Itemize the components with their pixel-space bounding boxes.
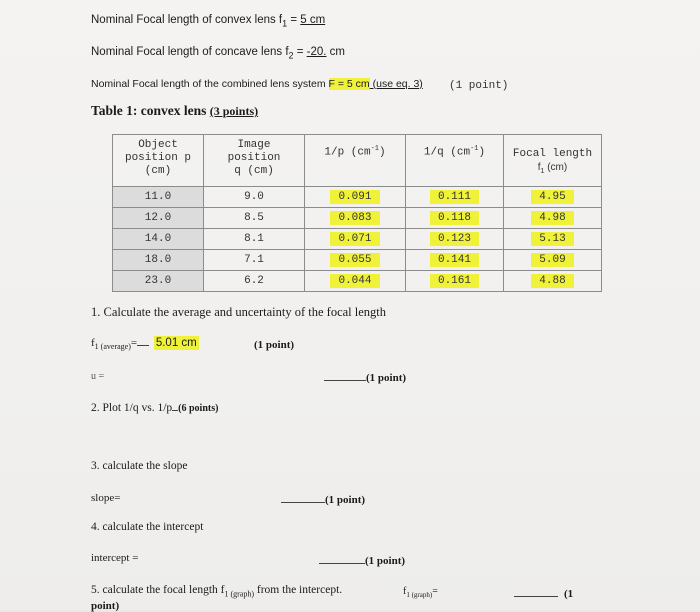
q5-text-b: from the intercept. <box>254 584 343 596</box>
q3-slope-blank <box>281 502 325 503</box>
convex-label: Nominal Focal length of convex lens f <box>91 14 283 26</box>
header-focal-2: f <box>537 162 541 173</box>
header-image-1: Image <box>237 139 271 151</box>
header-inv-q-exp: -1 <box>470 145 479 153</box>
table-row <box>113 229 602 250</box>
cell-focal <box>504 208 602 229</box>
q1-f-value: 5.01 cm <box>155 337 197 349</box>
q5-points-a: (1 <box>564 588 574 600</box>
q4-intercept-line <box>319 555 405 567</box>
q5-sub-a: 1 (graph) <box>224 589 255 599</box>
header-inv-p-text: 1/p (cm <box>324 146 371 159</box>
combined-value: F = 5 cm <box>328 78 370 90</box>
q1-average-line <box>91 337 199 351</box>
cell-focal-value: 4.88 <box>531 274 573 288</box>
cell-inv-q <box>406 229 504 250</box>
combined-label: Nominal Focal length of the combined lens system <box>91 78 329 90</box>
concave-focal-line <box>91 46 345 60</box>
concave-sub: 2 <box>288 50 294 61</box>
q3-slope-points: (1 point) <box>325 494 366 506</box>
cell-inv-p <box>305 208 406 229</box>
cell-inv-q <box>406 208 504 229</box>
q5-line <box>91 584 342 598</box>
convex-focal-line <box>91 14 325 28</box>
q2-points: (6 points) <box>178 403 219 414</box>
q3-slope-line <box>281 494 365 506</box>
cell-inv-q-value: 0.118 <box>430 211 479 225</box>
cell-q: 7.1 <box>204 250 305 271</box>
table-title-text: Table 1: convex lens <box>91 103 207 118</box>
convex-sub: 1 <box>282 18 288 29</box>
cell-p: 14.0 <box>113 229 204 250</box>
cell-inv-q <box>406 187 504 208</box>
cell-inv-p-value: 0.055 <box>330 253 379 267</box>
header-focal-sub: 1 <box>540 168 545 175</box>
cell-focal-value: 4.95 <box>531 190 573 204</box>
q5-text-a: 5. calculate the focal length f <box>91 584 225 596</box>
combined-focal-line <box>91 78 423 90</box>
cell-inv-p <box>305 271 406 292</box>
cell-inv-p-value: 0.091 <box>330 190 379 204</box>
cell-inv-q-value: 0.123 <box>430 232 479 246</box>
q5-points-line <box>514 588 573 600</box>
header-focal-3: (cm) <box>544 162 568 173</box>
q1-f-eq: = <box>130 337 138 349</box>
table-row <box>113 271 602 292</box>
q1-points: (1 point) <box>254 339 295 351</box>
header-inv-p-close: ) <box>379 146 386 159</box>
q4-intercept-blank <box>319 563 365 564</box>
cell-focal-value: 4.98 <box>531 211 573 225</box>
cell-inv-p-value: 0.083 <box>330 211 379 225</box>
header-inv-q-close: ) <box>478 146 486 159</box>
q1-title: 1. Calculate the average and uncertainty of the focal length <box>91 305 387 319</box>
q1-f-sub: 1 (average) <box>94 342 131 352</box>
cell-inv-q <box>406 271 504 292</box>
cell-focal <box>504 229 602 250</box>
table-title-points: (3 points) <box>209 104 259 118</box>
q1-u-blank <box>324 380 366 381</box>
header-object-3: (cm) <box>144 165 172 177</box>
cell-p: 18.0 <box>113 250 204 271</box>
q5-f-label: f <box>403 586 407 597</box>
cell-inv-p-value: 0.071 <box>330 232 379 246</box>
cell-p: 11.0 <box>113 187 204 208</box>
table-row <box>113 250 602 271</box>
cell-inv-p <box>305 187 406 208</box>
convex-lens-table <box>112 134 602 292</box>
q4-intercept-points: (1 point) <box>365 555 406 567</box>
cell-focal-value: 5.13 <box>531 232 573 246</box>
cell-q: 8.1 <box>204 229 305 250</box>
q5-f-eq: = <box>432 586 438 597</box>
convex-value: 5 cm <box>300 14 326 26</box>
cell-focal <box>504 187 602 208</box>
concave-label: Nominal Focal length of concave lens f <box>91 46 289 58</box>
header-inverse-q <box>406 135 504 187</box>
q2-line <box>91 402 218 414</box>
q5-f-graph <box>403 586 438 599</box>
header-inverse-p <box>305 135 406 187</box>
q5-points-b: point) <box>91 600 120 612</box>
cell-inv-p <box>305 250 406 271</box>
cell-inv-p-value: 0.044 <box>330 274 379 288</box>
q3-title: 3. calculate the slope <box>91 460 188 472</box>
combined-hint: (use eq. 3) <box>369 78 423 90</box>
q3-slope-label: slope= <box>91 492 121 504</box>
table-title <box>91 103 258 119</box>
cell-q: 8.5 <box>204 208 305 229</box>
header-object-1: Object <box>138 139 178 151</box>
cell-q: 6.2 <box>204 271 305 292</box>
combined-points: (1 point) <box>449 80 509 92</box>
cell-p: 23.0 <box>113 271 204 292</box>
cell-inv-q-value: 0.141 <box>430 253 479 267</box>
q2-title: 2. Plot 1/q vs. 1/p <box>91 402 173 414</box>
header-object-position <box>113 135 204 187</box>
q1-blank <box>137 345 149 346</box>
cell-p: 12.0 <box>113 208 204 229</box>
cell-focal <box>504 271 602 292</box>
header-object-2: position p <box>124 152 191 164</box>
table-header-row <box>113 135 602 187</box>
cell-focal <box>504 250 602 271</box>
cell-inv-q-value: 0.111 <box>430 190 479 204</box>
header-image-position <box>204 135 305 187</box>
convex-eq: = <box>287 14 301 26</box>
table-row <box>113 187 602 208</box>
concave-unit: cm <box>326 46 346 58</box>
q1-u-line <box>324 372 406 384</box>
q4-title: 4. calculate the intercept <box>91 521 204 533</box>
cell-inv-q <box>406 250 504 271</box>
q5-f-sub: 1 (graph) <box>406 591 433 599</box>
header-inv-p-exp: -1 <box>370 145 379 153</box>
cell-focal-value: 5.09 <box>531 253 573 267</box>
cell-inv-q-value: 0.161 <box>430 274 479 288</box>
header-focal-length <box>504 135 602 187</box>
concave-eq: = <box>293 46 307 58</box>
q5-blank <box>514 596 558 597</box>
header-inv-q-text: 1/q (cm <box>423 146 471 159</box>
q1-f-label: f <box>91 337 95 349</box>
cell-inv-p <box>305 229 406 250</box>
header-image-2: position <box>227 152 281 164</box>
concave-value: -20. <box>306 46 327 58</box>
q4-intercept-label: intercept = <box>91 552 139 564</box>
q1-u-label: u = <box>91 371 105 382</box>
header-image-3: q (cm) <box>234 165 274 177</box>
q1-u-points: (1 point) <box>366 372 407 384</box>
cell-q: 9.0 <box>204 187 305 208</box>
table-row <box>113 208 602 229</box>
header-focal-1: Focal length <box>512 148 593 160</box>
